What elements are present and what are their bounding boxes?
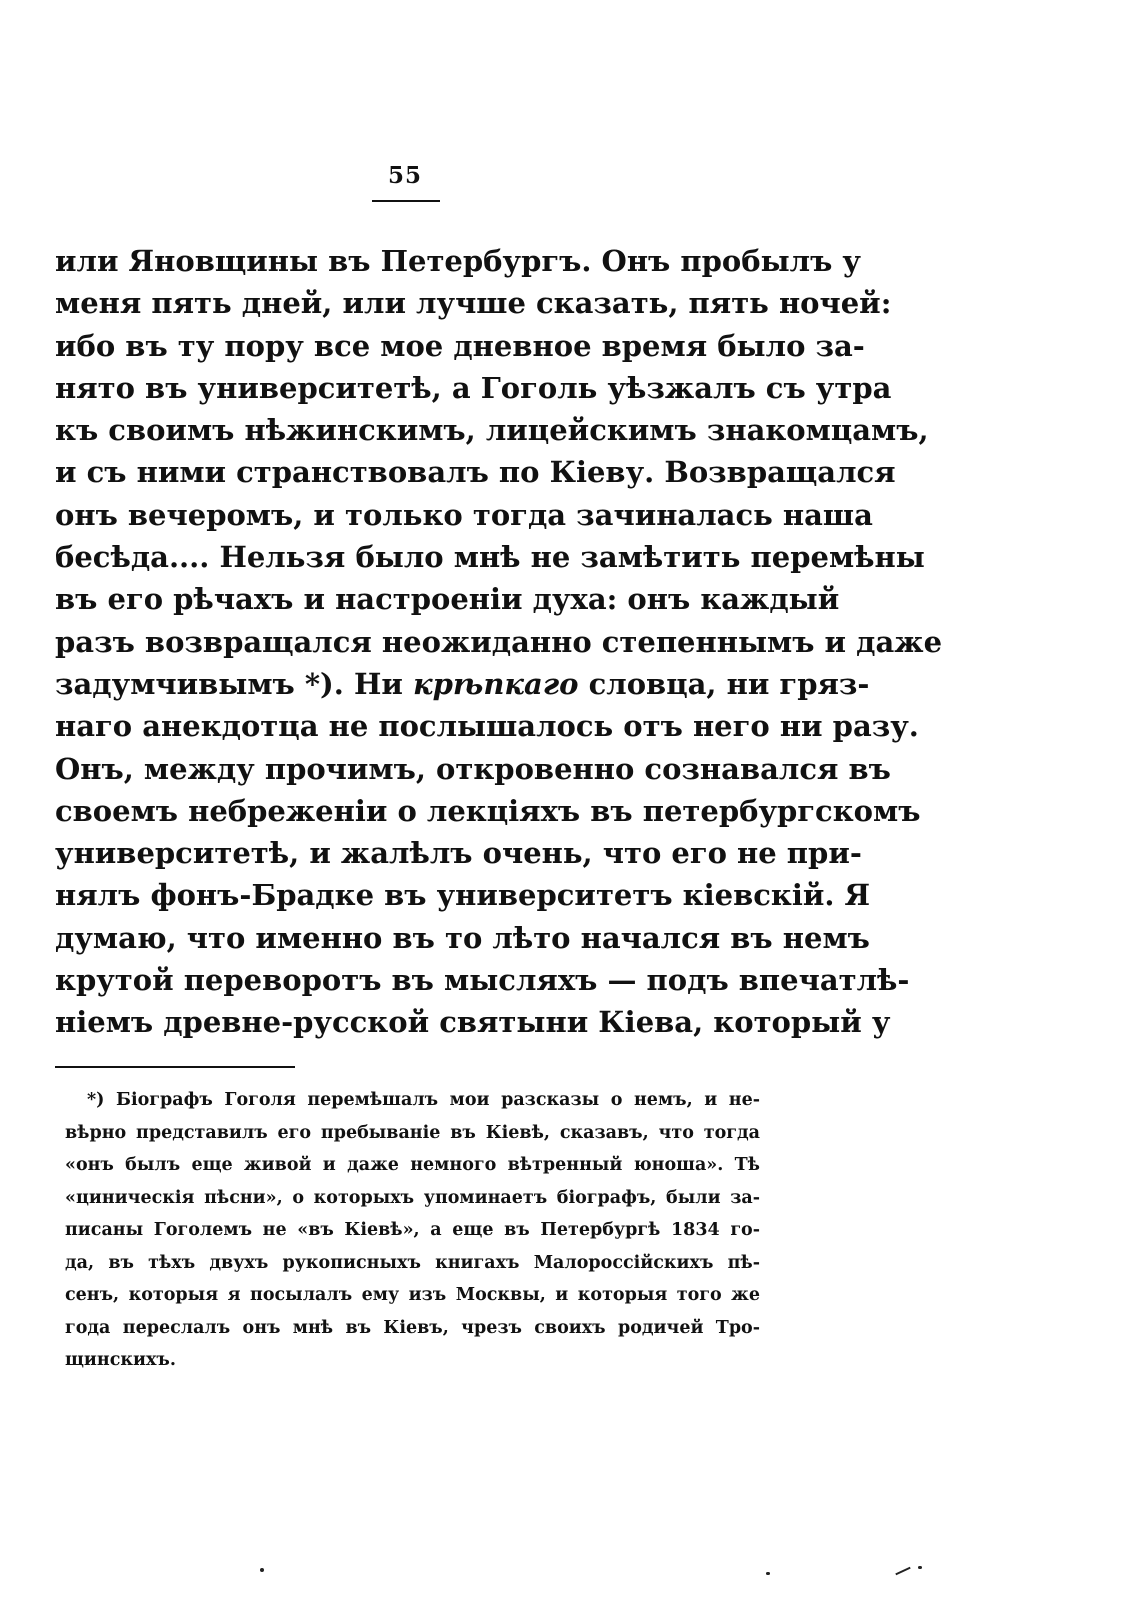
scan-speck xyxy=(766,1572,770,1575)
footnote-line: щинскихъ. xyxy=(65,1350,176,1370)
footnote-rule xyxy=(55,1066,295,1068)
text-line: бесѣда.... Нельзя было мнѣ не замѣтить перемѣны xyxy=(55,540,925,575)
text-line: меня пять дней, или лучше сказать, пять ночей: xyxy=(55,286,892,321)
text-line: къ своимъ нѣжинскимъ, лицейскимъ знакомцамъ, xyxy=(55,413,929,448)
scan-speck xyxy=(260,1568,264,1572)
scan-speck xyxy=(895,1567,910,1576)
text-line: наго анекдотца не послышалось отъ него ни разу. xyxy=(55,709,919,744)
text-line: разъ возвращался неожиданно степеннымъ и даже xyxy=(55,624,943,659)
footnote-line: да, въ тѣхъ двухъ рукописныхъ книгахъ Малороссійскихъ пѣ- xyxy=(65,1252,760,1273)
text-line: университетѣ, и жалѣлъ очень, что его не при- xyxy=(55,836,862,871)
footnote-line: года переслалъ онъ мнѣ въ Кіевъ, чрезъ своихъ родичей Тро- xyxy=(65,1317,760,1338)
text-line-with-emphasis xyxy=(55,663,870,705)
text-line: ніемъ древне-русской святыни Кіева, который у xyxy=(55,1005,891,1040)
scan-speck xyxy=(918,1566,922,1569)
text-segment: словца, ни гряз- xyxy=(588,666,870,701)
text-line: ибо въ ту пору все мое дневное время было за- xyxy=(55,328,865,363)
text-line: Онъ, между прочимъ, откровенно сознавался въ xyxy=(55,751,891,786)
footnote-line: «онъ былъ еще живой и даже немного вѣтренный юноша». Тѣ xyxy=(65,1155,760,1175)
page-number: 55 xyxy=(387,162,422,189)
text-line: онъ вечеромъ, и только тогда зачиналась наша xyxy=(55,497,873,532)
footnote-line: «циническія пѣсни», о которыхъ упоминаетъ біографъ, были за- xyxy=(65,1187,760,1208)
footnote xyxy=(65,1084,760,1377)
text-line: въ его рѣчахъ и настроеніи духа: онъ каждый xyxy=(55,582,840,617)
text-line: думаю, что именно въ то лѣто начался въ немъ xyxy=(55,920,870,955)
text-line: нялъ фонъ-Брадке въ университетъ кіевскій. Я xyxy=(55,878,871,913)
footnote-line: *) Біографъ Гоголя перемѣшалъ мои разсказы о немъ, и не- xyxy=(87,1090,760,1110)
text-line: своемъ небреженіи о лекціяхъ въ петербургскомъ xyxy=(55,793,921,828)
main-text xyxy=(55,240,943,1044)
text-segment: задумчивымъ *). Ни xyxy=(55,666,403,701)
text-line: крутой переворотъ въ мысляхъ — подъ впечатлѣ- xyxy=(55,963,910,998)
text-line: или Яновщины въ Петербургъ. Онъ пробылъ у xyxy=(55,244,861,278)
text-line: нято въ университетѣ, а Гоголь уѣзжалъ съ утра xyxy=(55,370,892,405)
text-line: и съ ними странствовалъ по Кіеву. Возвращался xyxy=(55,455,896,490)
page-number-rule xyxy=(372,200,440,202)
footnote-line: сенъ, которыя я посылалъ ему изъ Москвы, и которыя того же xyxy=(65,1285,760,1305)
footnote-line: вѣрно представилъ его пребываніе въ Кіевѣ, сказавъ, что тогда xyxy=(65,1122,760,1143)
emphasized-word: крѣпкаго xyxy=(412,666,579,701)
footnote-line: писаны Гоголемъ не «въ Кіевѣ», а еще въ Петербургѣ 1834 го- xyxy=(65,1220,760,1240)
